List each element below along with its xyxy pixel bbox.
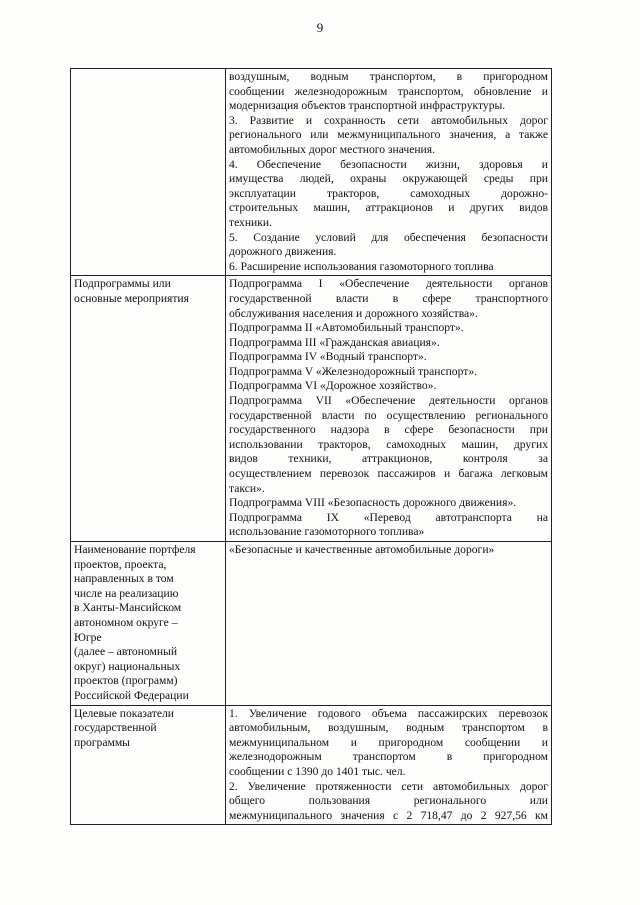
row-label-cell <box>71 705 226 825</box>
value-line: Подпрограмма VI «Дорожное хозяйство». <box>229 379 437 393</box>
label-line: в Ханты-Мансийском <box>74 601 182 615</box>
value-line: 5. Создание условий для обеспечения безопасности <box>229 230 548 244</box>
label-line: округ) национальных <box>74 659 181 673</box>
value-line: межмуниципальном и пригородном сообщении и <box>229 735 548 749</box>
program-passport-table <box>70 68 552 825</box>
value-line: эксплуатации тракторов, самоходных дорожно- <box>229 186 548 200</box>
label-line: основные мероприятия <box>74 291 189 305</box>
row-value-cell <box>226 705 552 825</box>
row-value-cell <box>226 276 552 542</box>
table-row <box>71 69 552 276</box>
label-line: автономном округе – <box>74 615 178 629</box>
value-line: железнодорожным транспортом в пригородном <box>229 750 548 764</box>
value-line: воздушным, водным транспортом, в пригородном <box>229 70 548 83</box>
value-line: межмуниципального значения с 2 718,47 до 2 927,56 км <box>229 808 548 822</box>
value-line: Подпрограмма I «Обеспечение деятельности органов <box>229 277 548 291</box>
value-line: государственного надзора в сфере безопасности при <box>229 423 548 437</box>
value-line: 6. Расширение использования газомоторного топлива <box>229 259 494 273</box>
value-line: 4. Обеспечение безопасности жизни, здоровья и <box>229 157 548 171</box>
value-line: Подпрограмма IX «Перевод автотранспорта на <box>229 510 548 524</box>
value-line: Подпрограмма VII «Обеспечение деятельности органов <box>229 394 548 408</box>
value-line: сообщении с 1390 до 1401 тыс. чел. <box>229 764 406 778</box>
table-row <box>71 276 552 542</box>
value-line: использовании тракторов, самоходных машин, других <box>229 437 548 451</box>
value-line: общего пользования регионального или <box>229 794 548 808</box>
value-line: сообщении железнодорожным транспортом, обновление и <box>229 84 548 98</box>
value-line: техники. <box>229 215 273 229</box>
page-number: 9 <box>316 20 324 35</box>
value-line: автомобильных дорог местного значения. <box>229 142 435 156</box>
value-line: осуществлением перевозок пассажиров и багажа легковым <box>229 467 548 481</box>
label-line: проектов (программ) <box>74 674 178 688</box>
value-line: 1. Увеличение годового объема пассажирских перевозок <box>229 706 548 720</box>
table-row <box>71 705 552 825</box>
label-line: Подпрограммы или <box>74 277 171 291</box>
label-line: направленных в том <box>74 572 174 586</box>
value-line: дорожного движения. <box>229 245 337 259</box>
label-line: программы <box>74 735 130 749</box>
label-line: (далее – автономный <box>74 645 178 659</box>
value-line: модернизация объектов транспортной инфраструктуры. <box>229 99 506 113</box>
value-line: Подпрограмма II «Автомобильный транспорт». <box>229 321 464 335</box>
value-line: автомобильным, воздушным, водным транспортом в <box>229 721 548 735</box>
label-line: Югре <box>74 630 102 644</box>
value-line: строительных машин, аттракционов и других видов <box>229 201 548 215</box>
value-line: имущества людей, охраны окружающей среды при <box>229 172 548 186</box>
row-value-cell <box>226 542 552 706</box>
value-line: регионального или межмуниципального значения, а также <box>229 128 548 142</box>
value-line: Подпрограмма V «Железнодорожный транспорт». <box>229 364 478 378</box>
value-line: такси». <box>229 481 265 495</box>
row-label-cell <box>71 276 226 542</box>
value-line: «Безопасные и качественные автомобильные дороги» <box>229 543 495 556</box>
row-label-cell <box>71 69 226 276</box>
value-line: Подпрограмма IV «Водный транспорт». <box>229 350 427 364</box>
value-line: государственной власти в сфере транспортного <box>229 291 548 305</box>
row-value-cell <box>226 69 552 276</box>
value-line: видов техники, аттракционов, контроля за <box>229 452 548 466</box>
label-line: государственной <box>74 721 157 735</box>
value-line: обслуживания населения и дорожного хозяйства». <box>229 306 478 320</box>
label-line: числе на реализацию <box>74 586 179 600</box>
value-line: Подпрограмма VIII «Безопасность дорожного движения». <box>229 496 517 510</box>
label-line: проектов, проекта, <box>74 557 167 571</box>
value-line: Подпрограмма III «Гражданская авиация». <box>229 335 440 349</box>
label-line: Наименование портфеля <box>74 543 196 556</box>
row-label-cell <box>71 542 226 706</box>
value-line: использование газомоторного топлива» <box>229 525 425 539</box>
label-line: Российской Федерации <box>74 688 189 702</box>
value-line: 3. Развитие и сохранность сети автомобильных дорог <box>229 113 548 127</box>
value-line: государственной власти по осуществлению регионального <box>229 408 548 422</box>
value-line: 2. Увеличение протяженности сети автомобильных дорог <box>229 779 548 793</box>
label-line: Целевые показатели <box>74 706 174 720</box>
table-row <box>71 542 552 706</box>
